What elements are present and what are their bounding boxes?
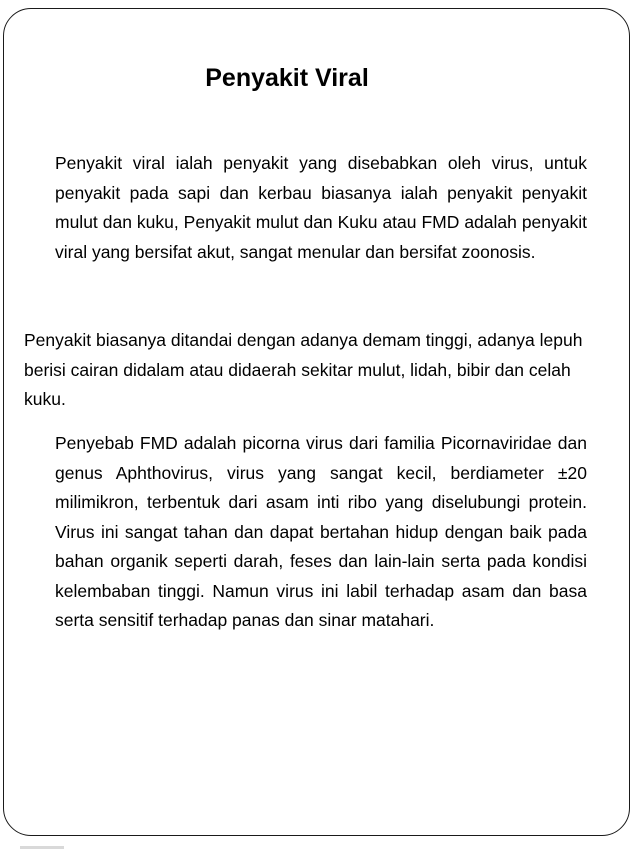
slide-title: Penyakit Viral — [205, 64, 369, 92]
paragraph-definition: Penyakit viral ialah penyakit yang disebabkan oleh virus, untuk penyakit pada sapi dan kerbau biasanya ialah penyakit penyakit mulut dan kuku, Penyakit mulut dan Kuku atau FMD adalah penyakit viral yang bersifat akut, sangat menular dan bersifat zoonosis. — [55, 153, 587, 262]
footer-divider — [20, 846, 64, 849]
paragraph-symptoms: Penyakit biasanya ditandai dengan adanya demam tinggi, adanya lepuh berisi cairan didalam atau didaerah sekitar mulut, lidah, bibir dan celah kuku. — [24, 330, 583, 409]
slide-frame — [3, 8, 630, 836]
paragraph-cause: Penyebab FMD adalah picorna virus dari familia Picornaviridae dan genus Aphthovirus, virus yang sangat kecil, berdiameter ±20 milimikron, terbentuk dari asam inti ribo yang diselubungi protein. Virus ini sangat tahan dan dapat bertahan hidup dengan baik pada bahan organik seperti darah, feses dan lain-lain serta pada kondisi kelembaban tinggi. Namun virus ini labil terhadap asam dan basa serta sensitif terhadap panas dan sinar matahari. — [55, 433, 587, 630]
